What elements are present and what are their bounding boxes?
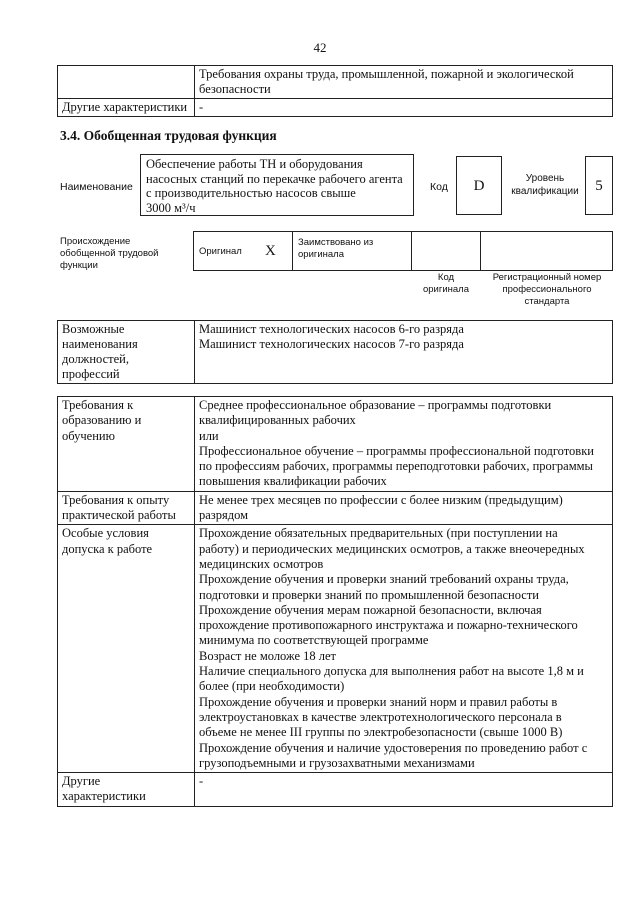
text-line: или <box>199 428 219 443</box>
text-line: Возможные <box>62 322 125 336</box>
text-line: по профессиям рабочих, программы переподготовки рабочих, программы <box>199 459 593 474</box>
text-line: Уровень <box>525 173 565 184</box>
text-line: разрядом <box>199 508 249 523</box>
section-heading: 3.4. Обобщенная трудовая функция <box>60 128 277 143</box>
text-line: должностей, <box>62 352 129 366</box>
original-mark: X <box>265 243 276 259</box>
function-name-box <box>140 154 414 216</box>
top-table <box>57 65 613 117</box>
code-box: D <box>456 156 502 215</box>
table-cell-value <box>195 397 613 492</box>
text-line: минимума по соответствующей программе <box>199 633 429 648</box>
text-line: профессионального <box>502 284 592 295</box>
text-line: электроустановках в качестве электротехнологического персонала в <box>199 709 562 724</box>
divider <box>480 231 481 271</box>
table-cell-value <box>195 66 613 99</box>
job-titles-table <box>57 320 613 384</box>
code-origin-caption <box>412 272 480 296</box>
original-label: Оригинал <box>199 246 242 257</box>
text-line: работу) и периодических медицинских осмотров, а также внеочередных <box>199 541 585 556</box>
borrowed-label <box>298 237 373 261</box>
table-cell-label: Другие характеристики <box>58 99 195 117</box>
requirements-table <box>57 396 613 807</box>
text-line: объеме не менее III группы по электробезопасности (свыше 1000 В) <box>199 725 563 740</box>
text-line: оригинала <box>298 249 345 260</box>
text-line: обучению <box>62 428 115 443</box>
table-cell-label <box>58 525 195 773</box>
text-line: Обеспечение работы ТН и оборудования <box>146 157 363 171</box>
origin-table <box>193 231 613 271</box>
divider <box>292 231 293 271</box>
level-box: 5 <box>585 156 613 215</box>
text-line: Профессиональное обучение – программы профессиональной подготовки <box>199 443 594 458</box>
page-number: 42 <box>313 40 327 55</box>
table-row <box>58 397 613 492</box>
text-line: Код <box>437 272 455 283</box>
text-line: Особые условия <box>62 526 149 541</box>
text-line: Прохождение обучения и проверки знаний требований охраны труда, <box>199 572 569 587</box>
text-line: Наличие специального допуска для выполнения работ на высоте 1,8 м и <box>199 664 584 679</box>
table-row <box>58 99 613 117</box>
text-line: Прохождение обучения мерам пожарной безопасности, включая <box>199 602 542 617</box>
text-line: 3000 м³/ч <box>146 200 196 215</box>
text-line: Регистрационный номер <box>492 272 602 283</box>
text-line: повышения квалификации рабочих <box>199 474 387 489</box>
text-line: функции <box>60 260 98 271</box>
name-label: Наименование <box>60 181 133 193</box>
table-row <box>58 525 613 773</box>
text-line: образованию и <box>62 413 142 428</box>
text-line: Прохождение обучения и проверки знаний норм и правил работы в <box>199 694 558 709</box>
text-line: квалификации <box>511 186 579 197</box>
table-cell-value <box>195 491 613 525</box>
text-line: характеристики <box>62 789 146 804</box>
text-line: безопасности <box>199 82 271 96</box>
table-cell-value: - <box>195 773 613 807</box>
table-row <box>58 66 613 99</box>
text-line: более (при необходимости) <box>199 679 345 694</box>
level-label <box>506 172 584 198</box>
text-line: обобщенной трудовой <box>60 248 159 259</box>
table-row <box>58 773 613 807</box>
text-line: Другие <box>62 774 101 789</box>
table-cell-value <box>195 321 613 384</box>
text-line: подготовки и проверки знаний по промышленной безопасности <box>199 587 539 602</box>
text-line: Прохождение обязательных предварительных (при поступлении на <box>199 526 558 541</box>
origin-label <box>60 236 190 272</box>
text-line: Возраст не моложе 18 лет <box>199 648 337 663</box>
table-cell-label <box>58 397 195 492</box>
code-label: Код <box>430 181 448 193</box>
text-line: грузоподъемными и грузозахватными механизмами <box>199 755 475 770</box>
text-line: Среднее профессиональное образование – программы подготовки <box>199 398 552 412</box>
text-line: оригинала <box>422 284 469 295</box>
text-line: Происхождение <box>60 236 131 247</box>
text-line: Не менее трех месяцев по профессии с более низким (предыдущим) <box>199 492 563 507</box>
table-cell-label <box>58 321 195 384</box>
table-row <box>58 491 613 525</box>
text-line: Машинист технологических насосов 7-го разряда <box>199 337 464 351</box>
table-cell-label <box>58 66 195 99</box>
text-line: Требования охраны труда, промышленной, пожарной и экологической <box>199 67 574 81</box>
text-line: насосных станций по перекачке рабочего агента <box>146 171 403 186</box>
table-row <box>58 321 613 384</box>
text-line: с производительностью насосов свыше <box>146 186 356 200</box>
text-line: медицинских осмотров <box>199 556 324 571</box>
text-line: наименования <box>62 337 138 351</box>
table-cell-label <box>58 773 195 807</box>
text-line: квалифицированных рабочих <box>199 413 356 428</box>
table-cell-value: - <box>195 99 613 117</box>
text-line: допуска к работе <box>62 541 153 556</box>
reg-number-caption <box>481 272 613 308</box>
table-cell-label <box>58 491 195 525</box>
text-line: Требования к опыту <box>62 492 170 507</box>
text-line: практической работы <box>62 508 176 523</box>
text-line: прохождение противопожарного инструктажа и пожарно-технического <box>199 618 578 633</box>
text-line: стандарта <box>524 296 570 307</box>
table-cell-value <box>195 525 613 773</box>
text-line: Прохождение обучения и наличие удостоверения по проведению работ с <box>199 740 588 755</box>
text-line: профессий <box>62 367 120 381</box>
text-line: Заимствовано из <box>298 237 374 248</box>
text-line: Машинист технологических насосов 6-го разряда <box>199 322 464 336</box>
divider <box>411 231 412 271</box>
text-line: Требования к <box>62 398 134 412</box>
